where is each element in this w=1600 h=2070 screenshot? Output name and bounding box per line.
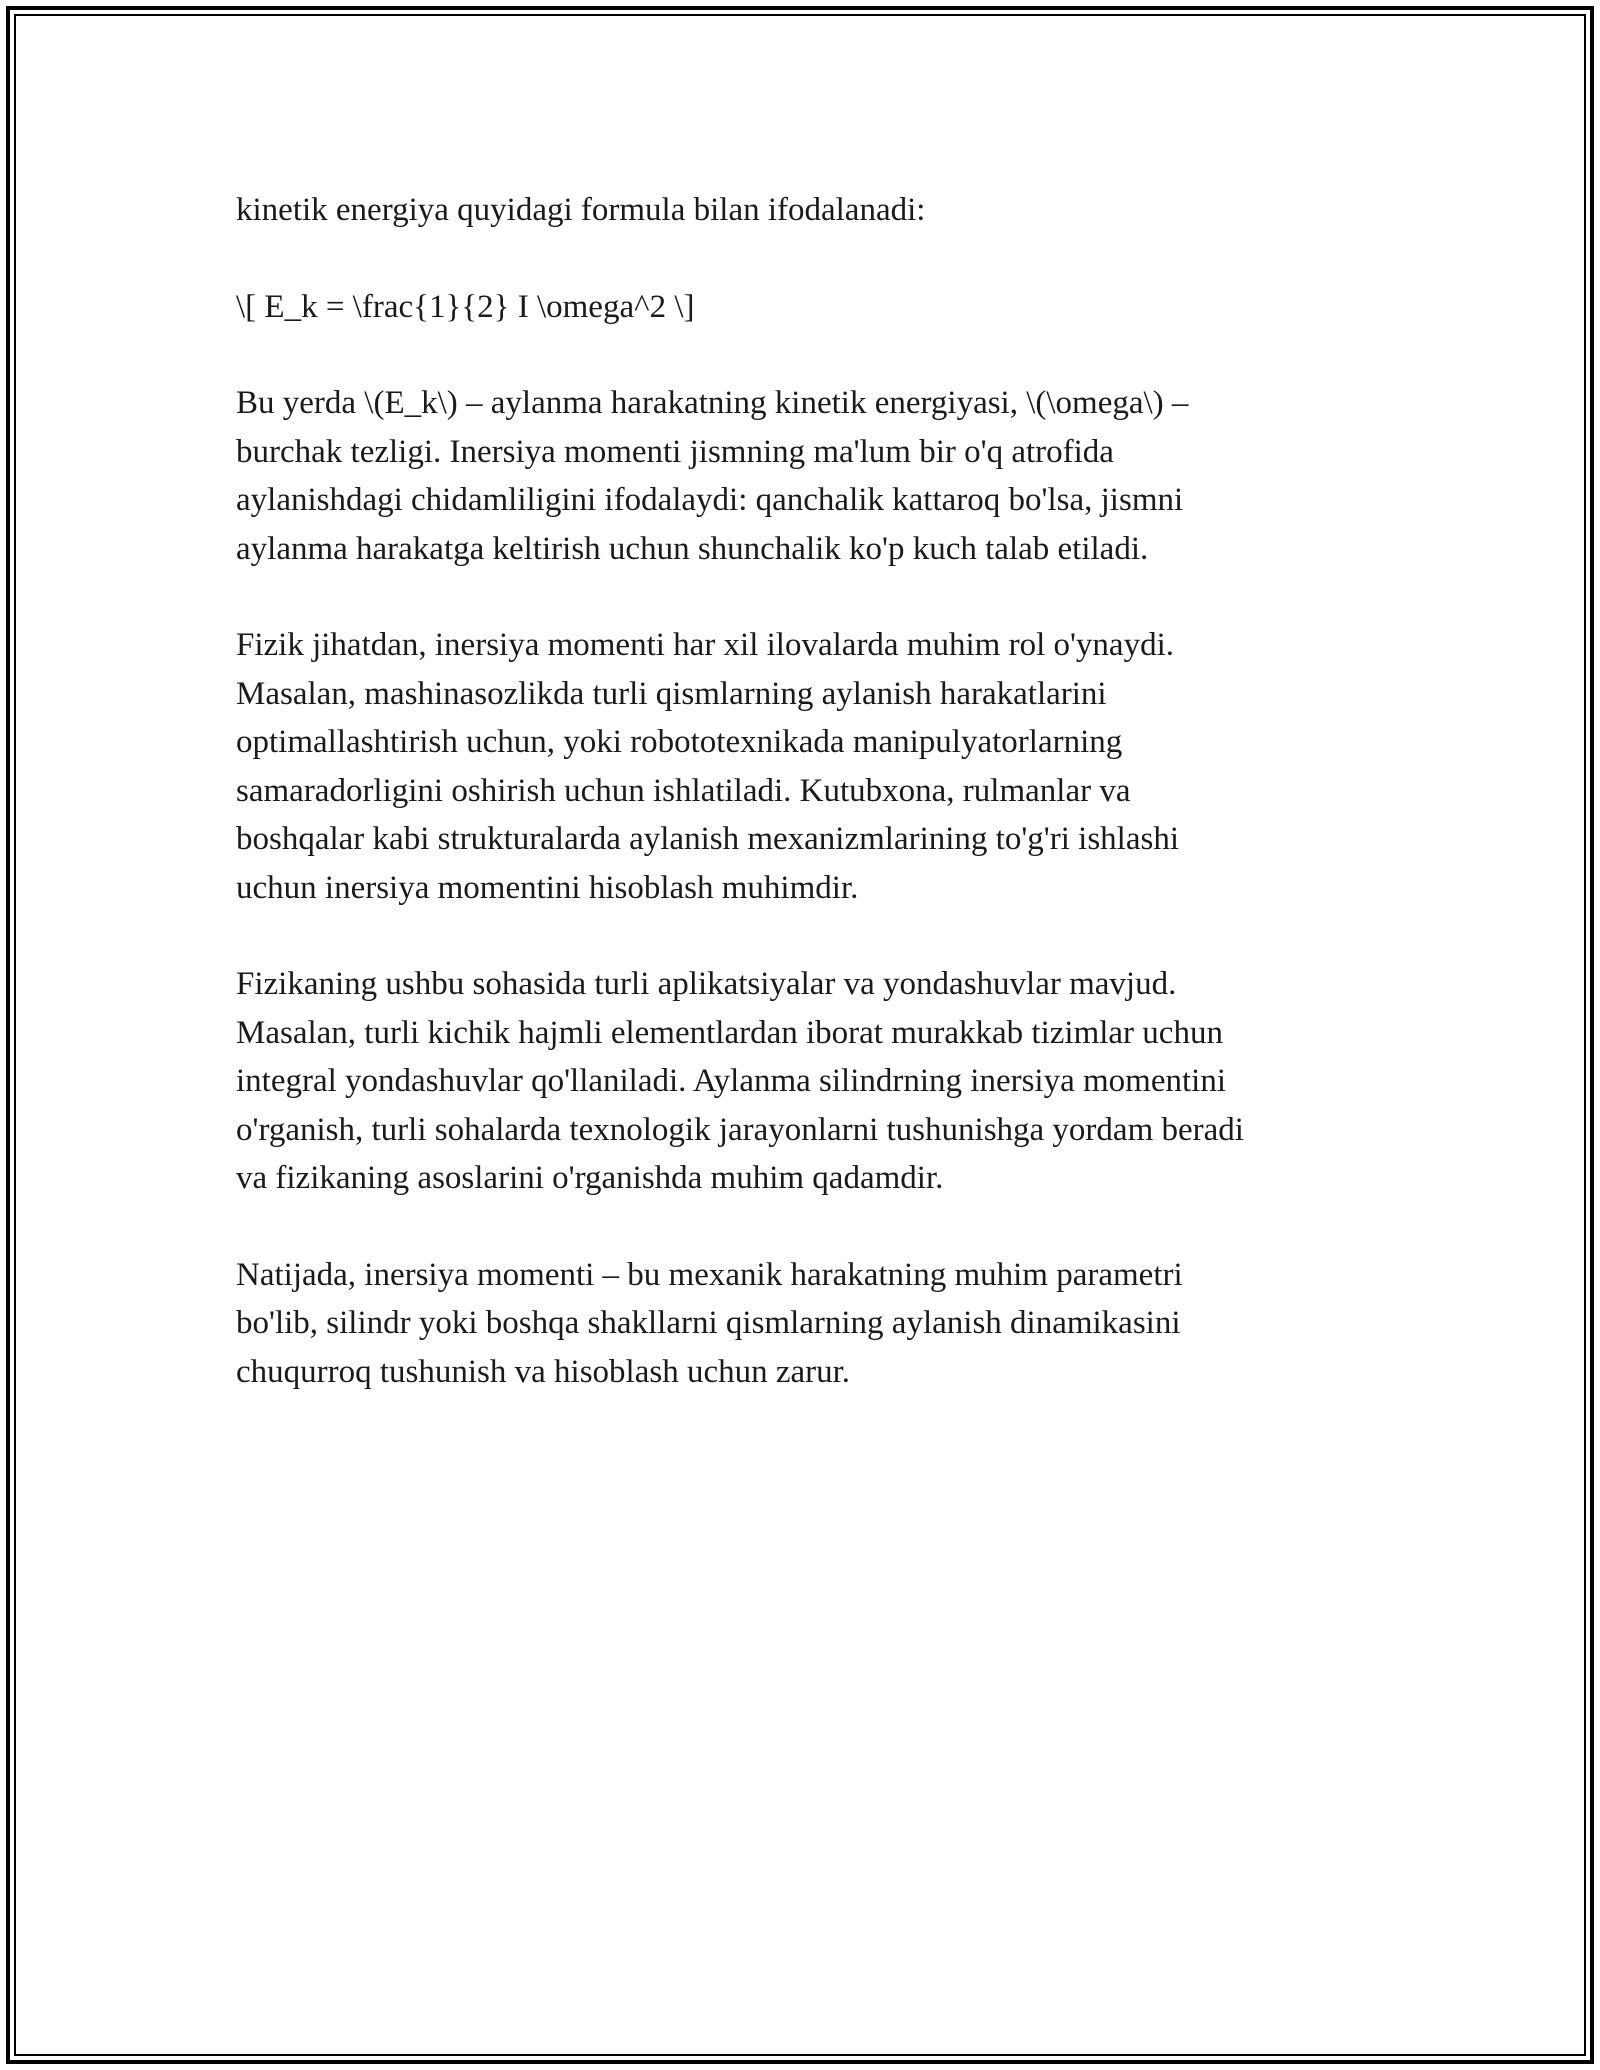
- intro-paragraph: kinetik energiya quyidagi formula bilan ifodalanadi:: [236, 192, 926, 228]
- approaches-paragraph: Fizikaning ushbu sohasida turli aplikatsiyalar va yondashuvlar mavjud. Masalan, turli kichik hajmli elementlardan iborat murakkab tizimlar uchun integral yondashuvlar qo'llaniladi. Aylanma silindrning inersiya momentini o'rganish, turli sohalarda texnologik jarayonlarni tushunishga yordam beradi va fizikaning asoslarini o'rganishda muhim qadamdir.: [236, 966, 1244, 1196]
- conclusion-paragraph: Natijada, inersiya momenti – bu mexanik harakatning muhim parametri bo'lib, silindr yoki boshqa shakllarni qismlarning aylanish dinamikasini chuqurroq tushunish va hisoblash uchun zarur.: [236, 1256, 1183, 1390]
- document-body: [236, 186, 1376, 1444]
- definition-paragraph: Bu yerda \(E_k\) – aylanma harakatning kinetik energiyasi, \(\omega\) – burchak tezligi. Inersiya momenti jismning ma'lum bir o'q atrofida aylanishdagi chidamliligini ifodalaydi: qanchalik kattaroq bo'lsa, jismni aylanma harakatga keltirish uchun shunchalik ko'p kuch talab etiladi.: [236, 385, 1189, 567]
- applications-paragraph: Fizik jihatdan, inersiya momenti har xil ilovalarda muhim rol o'ynaydi. Masalan, mashinasozlikda turli qismlarning aylanish harakatlarini optimallashtirish uchun, yoki robototexnikada manipulyatorlarning samaradorligini oshirish uchun ishlatiladi. Kutubxona, rulmanlar va boshqalar kabi strukturalarda aylanish mexanizmlarining to'g'ri ishlashi uchun inersiya momentini hisoblash muhimdir.: [236, 627, 1179, 906]
- kinetic-energy-formula: \[ E_k = \frac{1}{2} I \omega^2 \]: [236, 288, 695, 325]
